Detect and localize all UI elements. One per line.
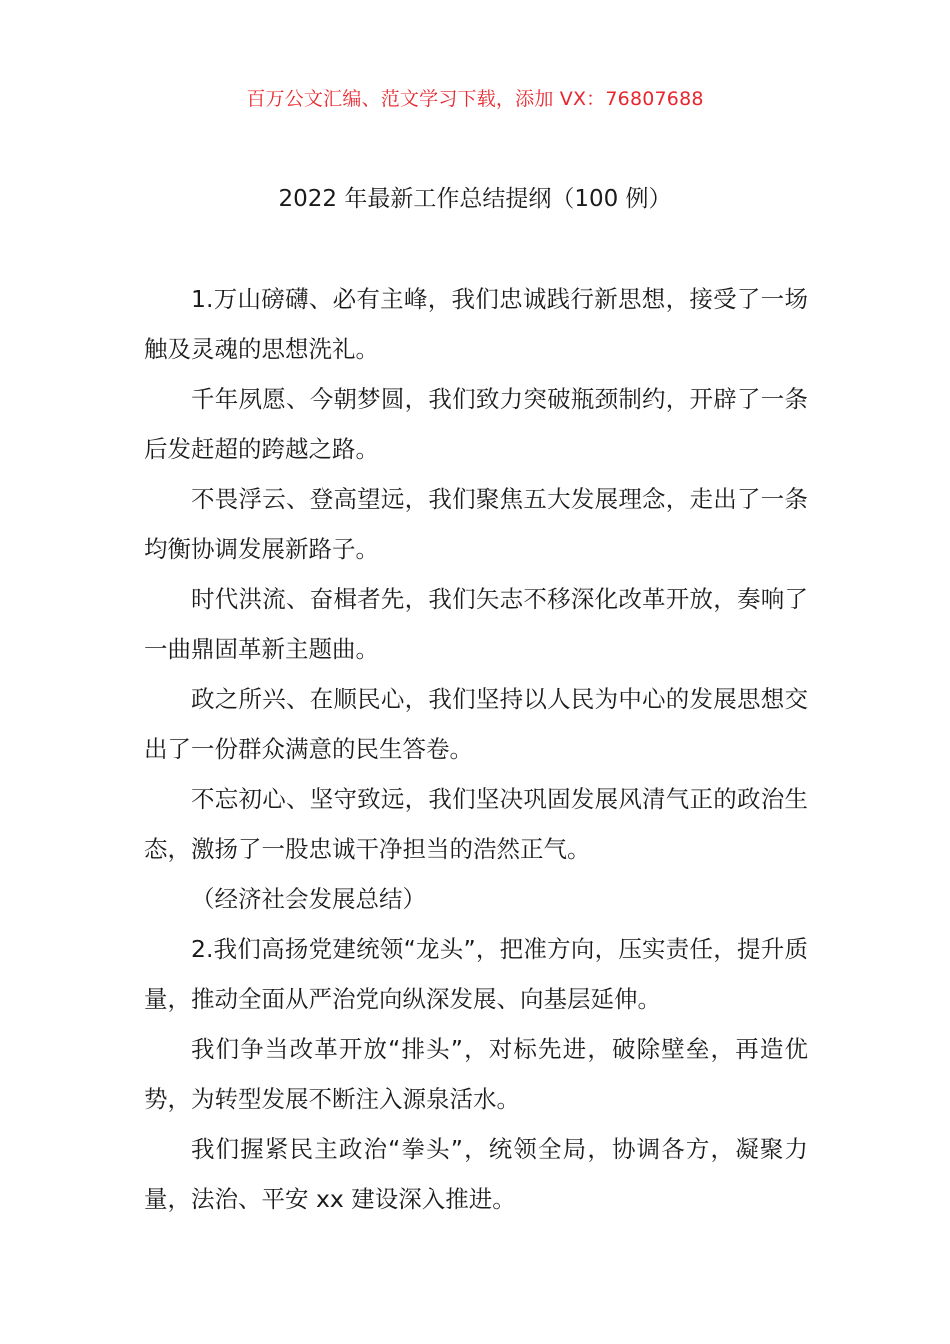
paragraph: 1.万山磅礴、必有主峰，我们忠诚践行新思想，接受了一场触及灵魂的思想洗礼。 [144, 285, 808, 363]
paragraph: 我们争当改革开放“排头”，对标先进，破除壁垒，再造优势，为转型发展不断注入源泉活水。 [144, 1035, 808, 1113]
paragraph: 不畏浮云、登高望远，我们聚焦五大发展理念，走出了一条均衡协调发展新路子。 [144, 485, 808, 563]
document-title: 2022 年最新工作总结提纲（100 例） [278, 186, 672, 212]
header-banner: 百万公文汇编、范文学习下载，添加 VX：76807688 [246, 88, 704, 110]
document-body [144, 274, 808, 1224]
paragraph: 不忘初心、坚守致远，我们坚决巩固发展风清气正的政治生态，激扬了一股忠诚干净担当的浩然正气。 [144, 785, 808, 863]
paragraph: 千年夙愿、今朝梦圆，我们致力突破瓶颈制约，开辟了一条后发赶超的跨越之路。 [144, 385, 808, 463]
paragraph: 我们握紧民主政治“拳头”，统领全局，协调各方，凝聚力量，法治、平安 xx 建设深入推进。 [144, 1135, 808, 1213]
paragraph: 2.我们高扬党建统领“龙头”，把准方向，压实责任，提升质量，推动全面从严治党向纵深发展、向基层延伸。 [144, 935, 808, 1013]
section-note: （经济社会发展总结） [191, 885, 426, 913]
paragraph: 政之所兴、在顺民心，我们坚持以人民为中心的发展思想交出了一份群众满意的民生答卷。 [144, 685, 808, 763]
paragraph: 时代洪流、奋楫者先，我们矢志不移深化改革开放，奏响了一曲鼎固革新主题曲。 [144, 585, 808, 663]
